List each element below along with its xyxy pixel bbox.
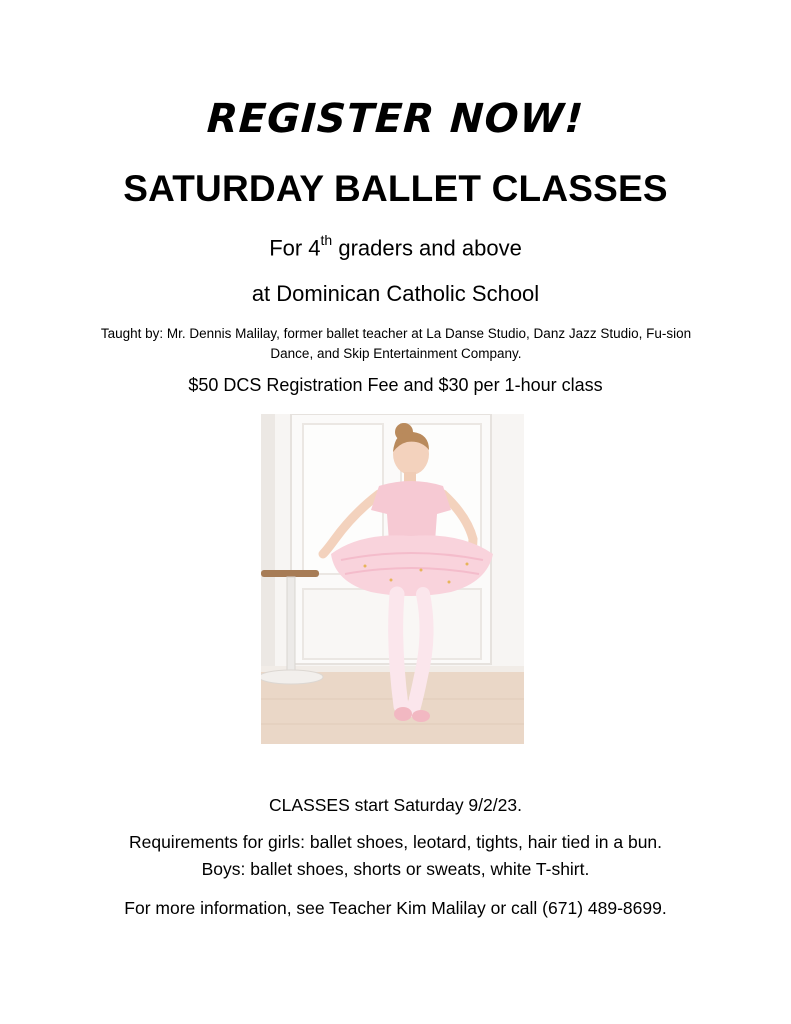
- grade-superscript: th: [320, 232, 333, 248]
- contact-info: For more information, see Teacher Kim Malilay or call (671) 489-8699.: [124, 898, 667, 918]
- ballerina-photo: [261, 414, 524, 744]
- grade-line: [0, 234, 791, 261]
- requirements-boys: Boys: ballet shoes, shorts or sweats, white T-shirt.: [201, 859, 590, 879]
- grade-suffix: graders and above: [332, 235, 522, 261]
- grade-prefix: For 4: [269, 235, 321, 261]
- requirements-girls: Requirements for girls: ballet shoes, leotard, tights, hair tied in a bun.: [128, 832, 663, 852]
- headline: REGISTER NOW!: [205, 96, 586, 142]
- fee-line: $50 DCS Registration Fee and $30 per 1-hour class: [188, 375, 603, 395]
- teacher-info: Taught by: Mr. Dennis Malilay, former ballet teacher at La Danse Studio, Danz Jazz Studio, Fu-sion Dance, and Skip Entertainment Company.: [100, 326, 692, 361]
- page-title: SATURDAY BALLET CLASSES: [123, 168, 668, 209]
- school-line: at Dominican Catholic School: [251, 281, 540, 306]
- classes-start-date: CLASSES start Saturday 9/2/23.: [269, 795, 522, 815]
